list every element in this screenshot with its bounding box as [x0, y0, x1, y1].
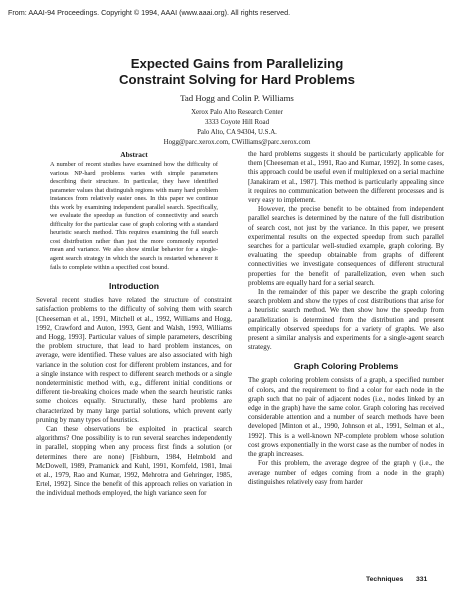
introduction-heading: Introduction [108, 281, 160, 292]
affiliation-line: Palo Alto, CA 94304, U.S.A. [197, 128, 277, 136]
left-column [36, 150, 232, 499]
abstract-text: A number of recent studies have examined how the difficulty of various NP-hard problems varies with simple parameters describing their structure. In particular, they have identified parameter values that distinguish regions with many hard problem instances from relatively easier ones. In this paper we continue this work by examining independent parallel search. Specifically, we evaluate the speedup as function of connectivity and search difficulty for the particular case of graph coloring with a standard heuristic search method. This requires examining the full search cost distribution rather than just the more commonly reported mean and variance. We also show similar behavior for a single-agent search strategy in which the search is restarted whenever it fails to complete within a specified cost bound. [50, 161, 218, 271]
title-line-2: Constraint Solving for Hard Problems [119, 72, 355, 87]
abstract-heading: Abstract [120, 150, 148, 159]
affiliation-line: Xerox Palo Alto Research Center [191, 109, 283, 116]
footer-section-name: Techniques [366, 576, 404, 583]
graph-coloring-heading: Graph Coloring Problems [293, 361, 399, 372]
authors: Tad Hogg and Colin P. Williams [180, 93, 294, 103]
body-paragraph: In the remainder of this paper we describe the graph coloring search problem and show the types of cost distributions that arise for a heuristic search method. We then show how the speedup from parallelization is determined from the distribution and present empirically observed speedups for a variety of graphs. We also present a similar analysis and experiments for a single-agent search strategy. [248, 288, 444, 352]
title-line-1: Expected Gains from Parallelizing [130, 56, 344, 71]
body-paragraph: However, the precise benefit to be obtained from independent parallel searches is determined by the nature of the full distribution of search cost, not just by the variance. In this paper, we present experimental results on the expected speedup from such parallel searches for a particular well-studied example, graph coloring. By evaluating the speedup obtainable from graphs of different connectivities we investigate consequences of different structural properties for the benefit of parallelization, even when such problems are equally hard for a serial search. [248, 205, 444, 287]
paper-title [0, 56, 474, 88]
affiliation-emails: Hogg@parc.xerox.com, CWilliams@parc.xerox.com [163, 138, 311, 146]
intro-paragraph: Can these observations be exploited in practical search algorithms? One possibility is to run several searches independently in parallel, stopping when any process first finds a solution (or determines there are none) [Fishburn, 1984, Helmbold and McDowell, 1989, Pramanick and Kuhl, 1991, Kornfeld, 1981, Imai et al., 1979, Rao and Kumar, 1992, Mehrotra and Gehringer, 1985, Ertel, 1992]. Since the benefit of this approach relies on variation in the individual methods employed, the high variance seen for [36, 424, 232, 498]
body-paragraph: For this problem, the average degree of the graph γ (i.e., the average number of edges coming from a node in the graph) distinguishes relatively easy from harder [248, 459, 444, 486]
right-column [248, 150, 444, 487]
affiliation [0, 108, 474, 148]
body-paragraph: the hard problems suggests it should be particularly applicable for them [Cheeseman et al., 1991, Rao and Kumar, 1992]. In some cases, this approach could be useful even if multiplexed on a serial machine [Janakiram et al., 1987]. This method is particularly appealing since it requires no communication between the different processes and is very easy to implement. [248, 150, 444, 205]
affiliation-line: 3333 Coyote Hill Road [204, 118, 270, 126]
copyright-line: From: AAAI-94 Proceedings. Copyright © 1994, AAAI (www.aaai.org). All rights reserved. [8, 8, 291, 17]
body-paragraph: The graph coloring problem consists of a graph, a specified number of colors, and the requirement to find a color for each node in the graph such that no pair of adjacent nodes (i.e., nodes linked by an edge in the graph) have the same color. Graph coloring has received considerable attention and a number of search methods have been developed [Minton et al., 1990, Johnson et al., 1991, Selman et al., 1992]. This is a well-known NP-complete problem whose solution cost grows exponentially in the worst case as the number of nodes in the graph increases. [248, 376, 444, 459]
page-number: 331 [416, 576, 428, 583]
intro-paragraph: Several recent studies have related the structure of constraint satisfaction problems to the difficulty of solving them with search [Cheeseman et al., 1991, Mitchell et al., 1992, Williams and Hogg, 1992, Crawford and Auton, 1993, Gent and Walsh, 1993, Williams and Hogg, 1993]. Particular values of simple parameters, describing the problem structure, that lead to hard problem instances, on average, were identified. These values are also associated with high variance in the solution cost for different problem instances, and for a single instance with respect to different search methods or a single nondeterministic method with, e.g., different initial conditions or different tie-breaking choices made when the search heuristic ranks some choices equally. Structurally, these hard problems are characterized by many large partial solutions, which prevent early pruning by many types of heuristics. [36, 296, 232, 424]
